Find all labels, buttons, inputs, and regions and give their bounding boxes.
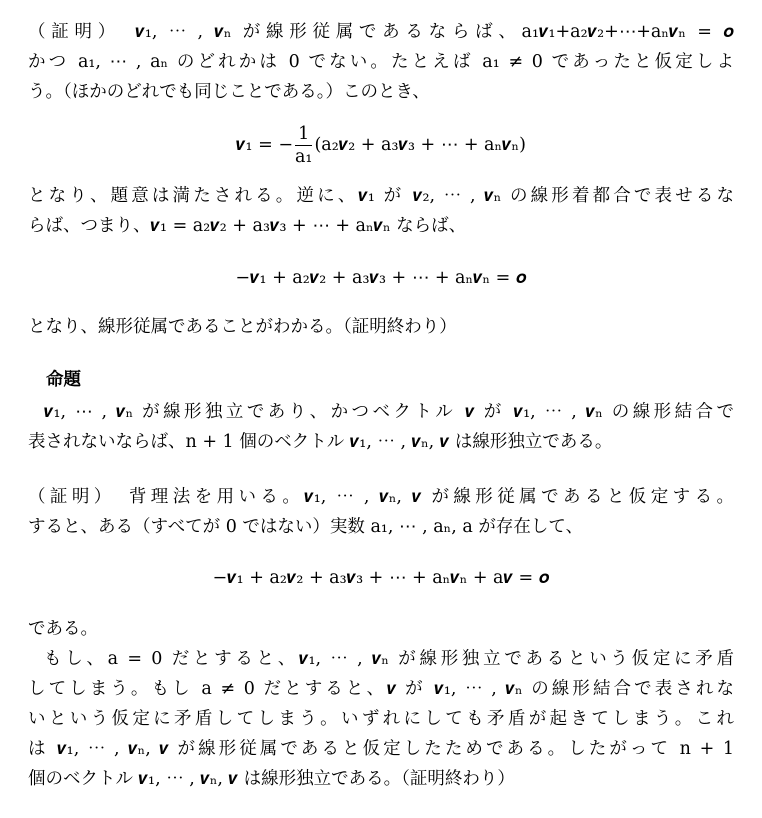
proof2-line-6: いという仮定に矛盾してしまう。いずれにしても矛盾が起きてしまう。これ [28,709,734,729]
proof1-line-3: う。（ほかのどれでも同じことである。）このとき、 [28,82,430,102]
proof1-line-1: （証明） 𝒗₁, ⋯ , 𝒗ₙ が線形従属であるならば、a₁𝒗₁+a₂𝒗₂+⋯+aₙ𝒗ₙ = 𝒐 [28,22,734,42]
proof2-line-3: である。 [28,619,98,639]
proof2-line-7: は 𝒗₁, ⋯ , 𝒗ₙ, 𝒗 が線形従属であると仮定したためである。したがって n + 1 [28,739,734,759]
proposition-title: 命題 [46,370,81,390]
proof2-line-1: （証明） 背理法を用いる。𝒗₁, ⋯ , 𝒗ₙ, 𝒗 が線形従属であると仮定する。 [28,487,734,507]
proof2-line-8: 個のベクトル 𝒗₁, ⋯ , 𝒗ₙ, 𝒗 は線形独立である。（証明終わり） [28,769,515,789]
equation-1-fraction [295,123,312,168]
proposition-line-2: 表されないならば、n + 1 個のベクトル 𝒗₁, ⋯ , 𝒗ₙ, 𝒗 は線形独立である。 [28,432,613,452]
proof2-line-2: すると、ある（すべてが 0 ではない）実数 a₁, ⋯ , aₙ, a が存在して、 [28,517,584,537]
fraction-denominator: a₁ [295,147,313,167]
fraction-numerator: 1 [295,123,312,146]
proof1-line-6: となり、線形従属であることがわかる。（証明終わり） [28,317,457,337]
proof1-line-5: らば、つまり、𝒗₁ = a₂𝒗₂ + a₃𝒗₃ + ⋯ + aₙ𝒗ₙ ならば、 [28,216,467,236]
proof1-line-4: となり、題意は満たされる。逆に、𝒗₁ が 𝒗₂, ⋯ , 𝒗ₙ の線形着都合で表せるな [28,186,734,206]
proof2-line-4: もし、a = 0 だとすると、𝒗₁, ⋯ , 𝒗ₙ が線形独立であるという仮定に矛盾 [44,649,734,669]
equation-1 [0,120,762,170]
equation-1-lhs: 𝒗₁ = − [236,135,293,155]
equation-3: −𝒗₁ + a₂𝒗₂ + a₃𝒗₃ + ⋯ + aₙ𝒗ₙ + a𝒗 = 𝒐 [212,568,550,588]
proposition-line-1: 𝒗₁, ⋯ , 𝒗ₙ が線形独立であり、かつベクトル 𝒗 が 𝒗₁, ⋯ , 𝒗ₙ の線形結合で [44,402,734,422]
proof1-line-2: かつ a₁, ⋯ , aₙ のどれかは 0 でない。たとえば a₁ ≠ 0 であったと仮定しよ [28,52,734,72]
proof2-line-5: してしまう。もし a ≠ 0 だとすると、𝒗 が 𝒗₁, ⋯ , 𝒗ₙ の線形結合で表されな [28,679,734,699]
equation-1-rhs: (a₂𝒗₂ + a₃𝒗₃ + ⋯ + aₙ𝒗ₙ) [314,135,526,155]
equation-2: −𝒗₁ + a₂𝒗₂ + a₃𝒗₃ + ⋯ + aₙ𝒗ₙ = 𝒐 [235,268,527,288]
